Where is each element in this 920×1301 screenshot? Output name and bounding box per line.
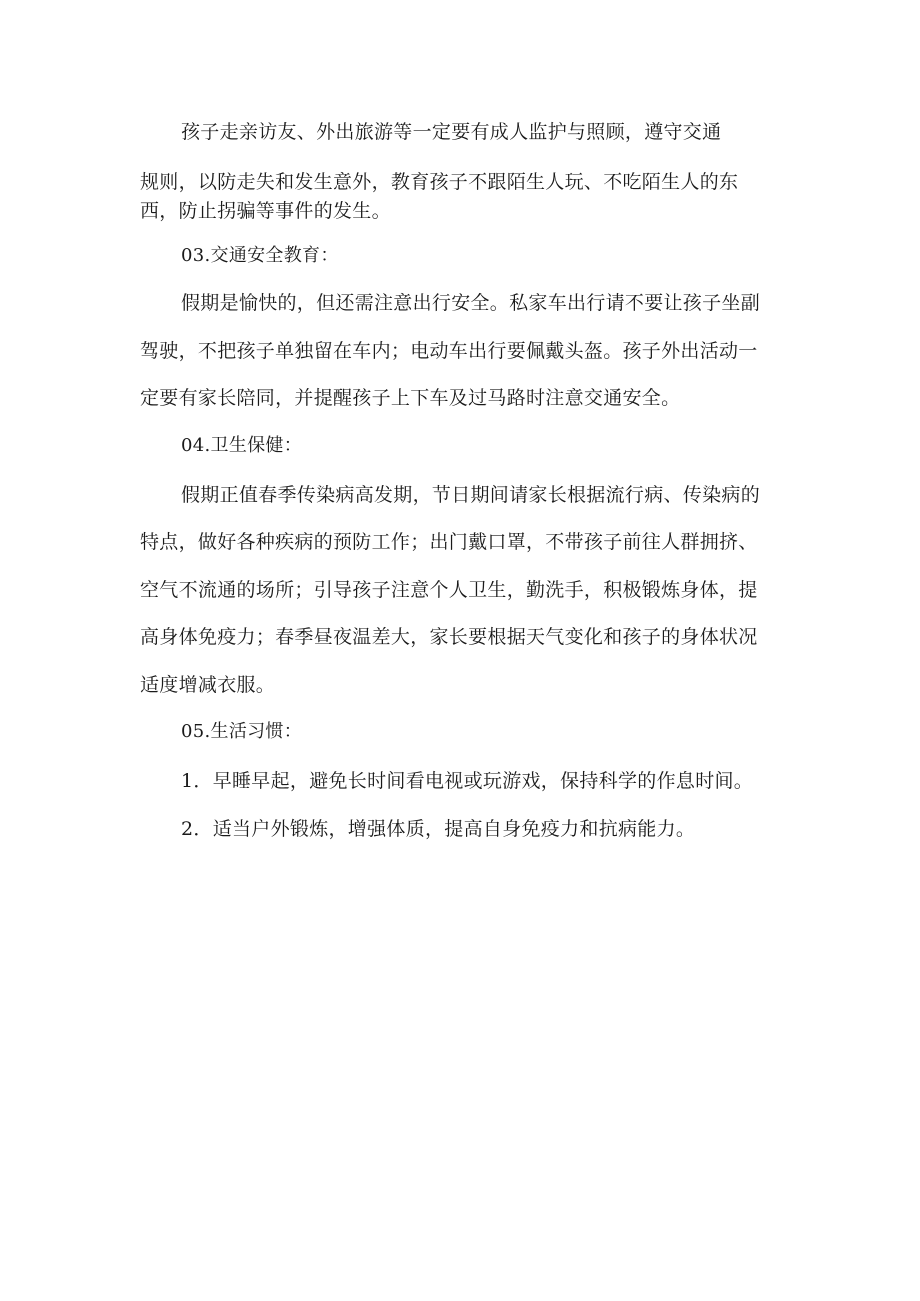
- section-heading: 04.卫生保健：: [181, 435, 303, 456]
- section-heading: 03.交通安全教育：: [181, 245, 339, 266]
- paragraph-line: 空气不流通的场所；引导孩子注意个人卫生，勤洗手，积极锻炼身体，提: [140, 579, 758, 601]
- paragraph-line: 规则，以防走失和发生意外，教育孩子不跟陌生人玩、不吃陌生人的东: [140, 171, 739, 193]
- paragraph-line: 西，防止拐骗等事件的发生。: [140, 200, 391, 222]
- paragraph-line: 假期是愉快的，但还需注意出行安全。私家车出行请不要让孩子坐副: [181, 292, 761, 314]
- paragraph-line: 驾驶，不把孩子单独留在车内；电动车出行要佩戴头盔。孩子外出活动一: [140, 340, 758, 362]
- paragraph-line: 适度增减衣服。: [140, 674, 276, 696]
- list-item: 2．适当户外锻炼，增强体质，提高自身免疫力和抗病能力。: [181, 818, 696, 840]
- paragraph-line: 高身体免疫力；春季昼夜温差大，家长要根据天气变化和孩子的身体状况: [140, 626, 758, 648]
- paragraph-line: 孩子走亲访友、外出旅游等一定要有成人监护与照顾，遵守交通: [181, 121, 722, 143]
- paragraph-line: 特点，做好各种疾病的预防工作；出门戴口罩，不带孩子前往人群拥挤、: [140, 531, 758, 553]
- list-item: 1．早睡早起，避免长时间看电视或玩游戏，保持科学的作息时间。: [181, 770, 754, 792]
- paragraph-line: 定要有家长陪同，并提醒孩子上下车及过马路时注意交通安全。: [140, 387, 681, 409]
- section-heading: 05.生活习惯：: [181, 721, 303, 742]
- paragraph-line: 假期正值春季传染病高发期，节日期间请家长根据流行病、传染病的: [181, 484, 761, 506]
